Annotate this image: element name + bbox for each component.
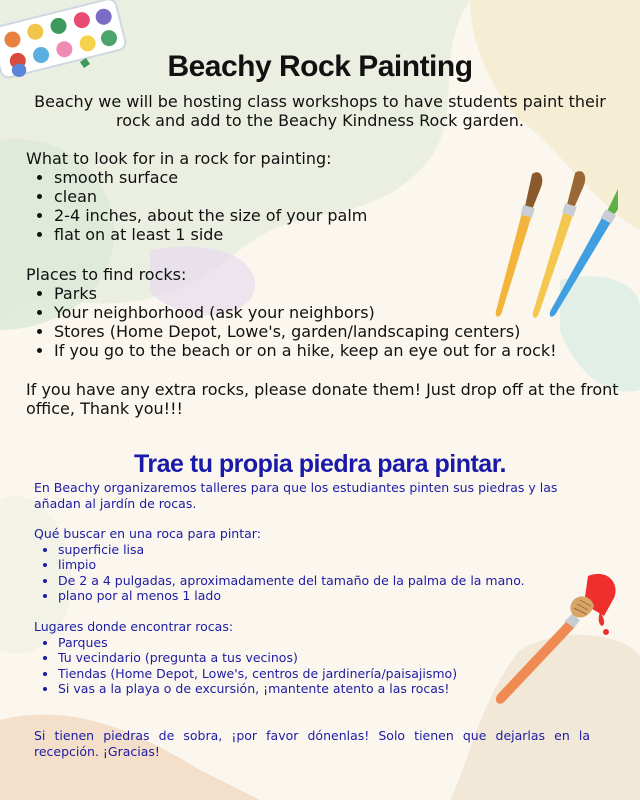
spanish-look-for-heading: Qué buscar en una roca para pintar: <box>34 526 261 541</box>
list-item: • Your neighborhood (ask your neighbors) <box>54 303 557 322</box>
english-outro: If you have any extra rocks, please donate them! Just drop off at the front office, Thank you!!! <box>26 380 619 418</box>
spanish-look-for-list <box>34 542 525 604</box>
list-item: • Si vas a la playa o de excursión, ¡mantente atento a las rocas! <box>58 681 457 697</box>
spanish-title: Trae tu propia piedra para pintar. <box>134 450 506 478</box>
list-item: • Parques <box>58 635 457 651</box>
list-item: • limpio <box>58 557 525 573</box>
spanish-look-for-section <box>34 526 525 604</box>
spanish-places-section <box>34 619 457 697</box>
english-look-for-list <box>26 168 367 244</box>
list-item: • Tu vecindario (pregunta a tus vecinos) <box>58 650 457 666</box>
list-item: • 2-4 inches, about the size of your palm <box>54 206 367 225</box>
english-places-section <box>26 265 557 360</box>
english-intro: Beachy we will be hosting class workshops to have students paint their rock and add to the Beachy Kindness Rock garden. <box>34 92 606 130</box>
spanish-places-heading: Lugares donde encontrar rocas: <box>34 619 234 634</box>
list-item: • smooth surface <box>54 168 367 187</box>
list-item: • superficie lisa <box>58 542 525 558</box>
list-item: • Stores (Home Depot, Lowe's, garden/landscaping centers) <box>54 322 557 341</box>
english-look-for-section <box>26 149 367 244</box>
list-item: • clean <box>54 187 367 206</box>
list-item: • flat on at least 1 side <box>54 225 367 244</box>
list-item: • Parks <box>54 284 557 303</box>
english-places-list <box>26 284 557 360</box>
english-places-heading: Places to find rocks: <box>26 265 187 284</box>
english-look-for-heading: What to look for in a rock for painting: <box>26 149 332 168</box>
list-item: • If you go to the beach or on a hike, keep an eye out for a rock! <box>54 341 557 360</box>
english-title: Beachy Rock Painting <box>167 50 473 83</box>
list-item: • plano por al menos 1 lado <box>58 588 525 604</box>
list-item: • Tiendas (Home Depot, Lowe's, centros de jardinería/paisajismo) <box>58 666 457 682</box>
list-item: • De 2 a 4 pulgadas, aproximadamente del tamaño de la palma de la mano. <box>58 573 525 589</box>
spanish-places-list <box>34 635 457 697</box>
spanish-outro: Si tienen piedras de sobra, ¡por favor dónenlas! Solo tienen que dejarlas en la recepción. ¡Gracias! <box>34 728 590 759</box>
spanish-intro: En Beachy organizaremos talleres para que los estudiantes pinten sus piedras y las añadan al jardín de rocas. <box>34 480 558 511</box>
